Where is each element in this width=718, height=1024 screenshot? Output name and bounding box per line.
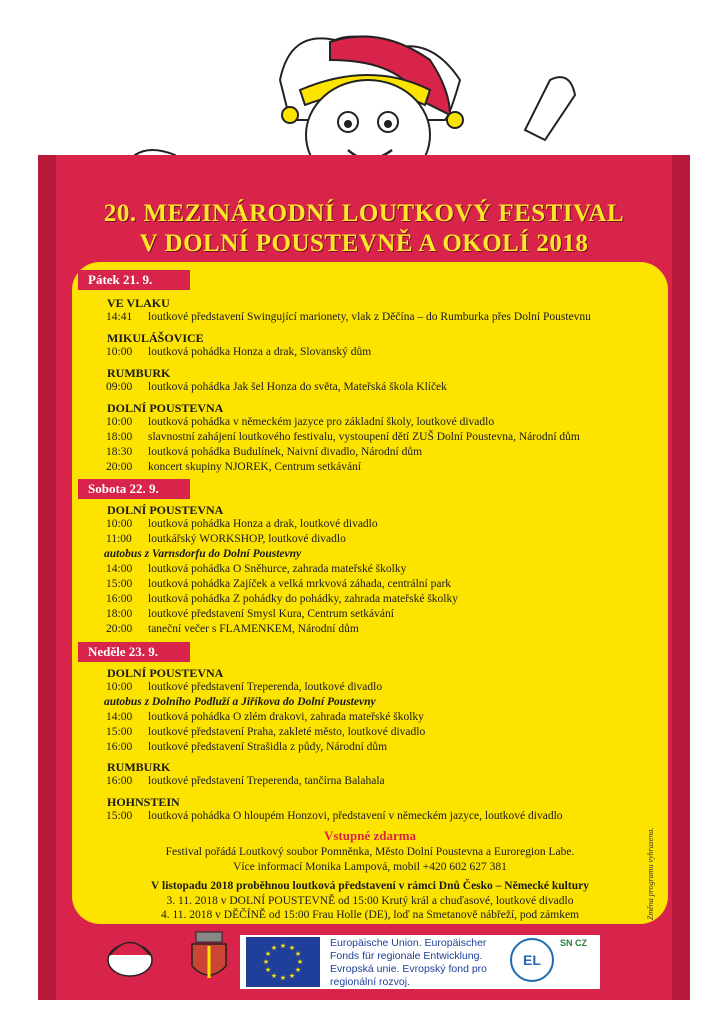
time: 14:00	[106, 563, 133, 575]
svg-text:★: ★	[279, 942, 287, 950]
program-row	[106, 563, 406, 575]
svg-text:★: ★	[270, 944, 278, 952]
program-row	[106, 726, 425, 738]
svg-text:★: ★	[288, 972, 296, 980]
time: 15:00	[106, 726, 133, 738]
event: loutkářský WORKSHOP, loutkové divadlo	[148, 533, 346, 545]
program-change-note: Změna programu vyhrazena.	[646, 827, 655, 920]
time: 20:00	[106, 461, 133, 473]
event: loutkové představení Strašidla z půdy, Národní dům	[148, 741, 388, 753]
svg-text:★: ★	[296, 958, 304, 966]
event: taneční večer s FLAMENKEM, Národní dům	[148, 623, 359, 635]
november-heading: V listopadu 2018 proběhnou loutková představení v rámci Dnů Česko – Německé kultury	[151, 880, 589, 892]
time: 14:41	[106, 311, 133, 323]
program-row	[106, 431, 580, 443]
place-heading: DOLNÍ POUSTEVNA	[107, 401, 224, 415]
event: loutkové představení Treperenda, loutkové divadlo	[148, 681, 383, 693]
contact-line: Více informací Monika Lampová, mobil +420 602 627 381	[233, 861, 507, 873]
program-row	[106, 711, 424, 723]
program-row	[106, 461, 361, 473]
time: 15:00	[106, 578, 133, 590]
time: 11:00	[106, 533, 132, 545]
program-row	[106, 810, 563, 822]
time: 16:00	[106, 593, 133, 605]
program-row	[106, 775, 385, 787]
time: 10:00	[106, 518, 133, 530]
program-row	[106, 311, 591, 323]
svg-text:★: ★	[294, 950, 302, 958]
curtain-fold-right	[672, 155, 690, 1000]
time: 09:00	[106, 381, 133, 393]
time: 16:00	[106, 741, 133, 753]
svg-text:★: ★	[270, 972, 278, 980]
svg-text:★: ★	[288, 944, 296, 952]
event: loutková pohádka Jak šel Honza do světa, Mateřská škola Klíček	[148, 381, 447, 393]
november-event-1: 3. 11. 2018 v DOLNÍ POUSTEVNĚ od 15:00 Krutý král a chuďasové, loutkové divadlo	[166, 895, 574, 907]
event: loutkové představení Praha, zakleté město, loutkové divadlo	[148, 726, 426, 738]
program-row	[106, 623, 359, 635]
program-row	[106, 578, 451, 590]
event: loutková pohádka v německém jazyce pro základní školy, loutkové divadlo	[148, 416, 495, 428]
place-heading: HOHNSTEIN	[107, 795, 180, 809]
event: loutková pohádka O Sněhurce, zahrada mateřské školky	[148, 563, 407, 575]
time: 18:00	[106, 431, 133, 443]
program-row	[106, 741, 387, 753]
program-row	[106, 608, 394, 620]
event: loutková pohádka O zlém drakovi, zahrada mateřské školky	[148, 711, 424, 723]
festival-title-line2: V DOLNÍ POUSTEVNĚ A OKOLÍ 2018	[139, 230, 589, 257]
event: loutkové představení Swingující marionety, vlak z Děčína – do Rumburka přes Dolní Poustevnu	[148, 311, 591, 323]
time: 10:00	[106, 416, 133, 428]
day-header-friday: Pátek 21. 9.	[78, 270, 190, 290]
event: slavnostní zahájení loutkového festivalu, vystoupení dětí ZUŠ Dolní Poustevna, Národní dům	[148, 431, 580, 443]
program-row	[106, 681, 382, 693]
place-heading: RUMBURK	[107, 366, 171, 380]
curtain-fold-left	[38, 155, 56, 1000]
time: 18:00	[106, 608, 133, 620]
organizer-line: Festival pořádá Loutkový soubor Pomněnka, Město Dolní Poustevna a Euroregion Labe.	[165, 846, 575, 858]
event: loutkové představení Treperenda, tančírna Balahala	[148, 775, 385, 787]
place-heading: DOLNÍ POUSTEVNA	[107, 503, 224, 517]
time: 10:00	[106, 681, 133, 693]
jester-logo	[100, 930, 160, 980]
place-heading: DOLNÍ POUSTEVNA	[107, 666, 224, 680]
eu-funding-text: Europäische Union. Europäischer Fonds für regionale Entwicklung. Evropská unie. Evropský fond pro regionální rozvoj.	[330, 937, 487, 988]
event: loutkové představení Smysl Kura, Centrum setkávání	[148, 608, 394, 620]
event: loutková pohádka Honza a drak, Slovanský dům	[148, 346, 372, 358]
free-admission: Vstupné zdarma	[323, 828, 417, 843]
program-row	[106, 346, 371, 358]
svg-text:★: ★	[262, 958, 270, 966]
place-heading: MIKULÁŠOVICE	[107, 331, 204, 345]
euroregion-labe-logo: EL	[510, 938, 554, 982]
program-row	[106, 416, 494, 428]
program-row	[106, 518, 378, 530]
place-heading: RUMBURK	[107, 760, 171, 774]
eu-flag-icon	[246, 937, 320, 987]
sn-cz-logo: SN CZ	[560, 938, 587, 948]
program-row	[106, 381, 447, 393]
time: 18:30	[106, 446, 133, 458]
svg-text:★: ★	[264, 966, 272, 974]
event: koncert skupiny NJOREK, Centrum setkávání	[148, 461, 362, 473]
day-header-sunday: Neděle 23. 9.	[78, 642, 190, 662]
program-row	[106, 446, 422, 458]
event: loutková pohádka Budulínek, Naivní divadlo, Národní dům	[148, 446, 423, 458]
november-event-2: 4. 11. 2018 v DĚČÍNĚ od 15:00 Frau Holle (DE), loď na Smetanově nábřeží, pod zámkem	[160, 909, 580, 921]
bus-note: autobus z Varnsdorfu do Dolní Poustevny	[104, 548, 302, 560]
festival-title-line1: 20. MEZINÁRODNÍ LOUTKOVÝ FESTIVAL	[103, 200, 625, 227]
place-heading: VE VLAKU	[107, 296, 170, 310]
program-row	[106, 593, 458, 605]
town-crest-logo	[188, 930, 230, 986]
program-row	[106, 533, 346, 545]
bus-note: autobus z Dolního Podluží a Jiříkova do Dolní Poustevny	[104, 696, 376, 708]
event: loutková pohádka Z pohádky do pohádky, zahrada mateřské školky	[148, 593, 458, 605]
event: loutková pohádka Zajíček a velká mrkvová záhada, centrální park	[148, 578, 452, 590]
event: loutková pohádka Honza a drak, loutkové divadlo	[148, 518, 378, 530]
time: 16:00	[106, 775, 133, 787]
svg-text:★: ★	[294, 966, 302, 974]
event: loutková pohádka O hloupém Honzovi, představení v německém jazyce, loutkové divadlo	[148, 810, 563, 822]
time: 15:00	[106, 810, 133, 822]
time: 20:00	[106, 623, 133, 635]
svg-text:★: ★	[264, 950, 272, 958]
svg-text:★: ★	[279, 974, 287, 982]
time: 10:00	[106, 346, 133, 358]
day-header-saturday: Sobota 22. 9.	[78, 479, 190, 499]
time: 14:00	[106, 711, 133, 723]
